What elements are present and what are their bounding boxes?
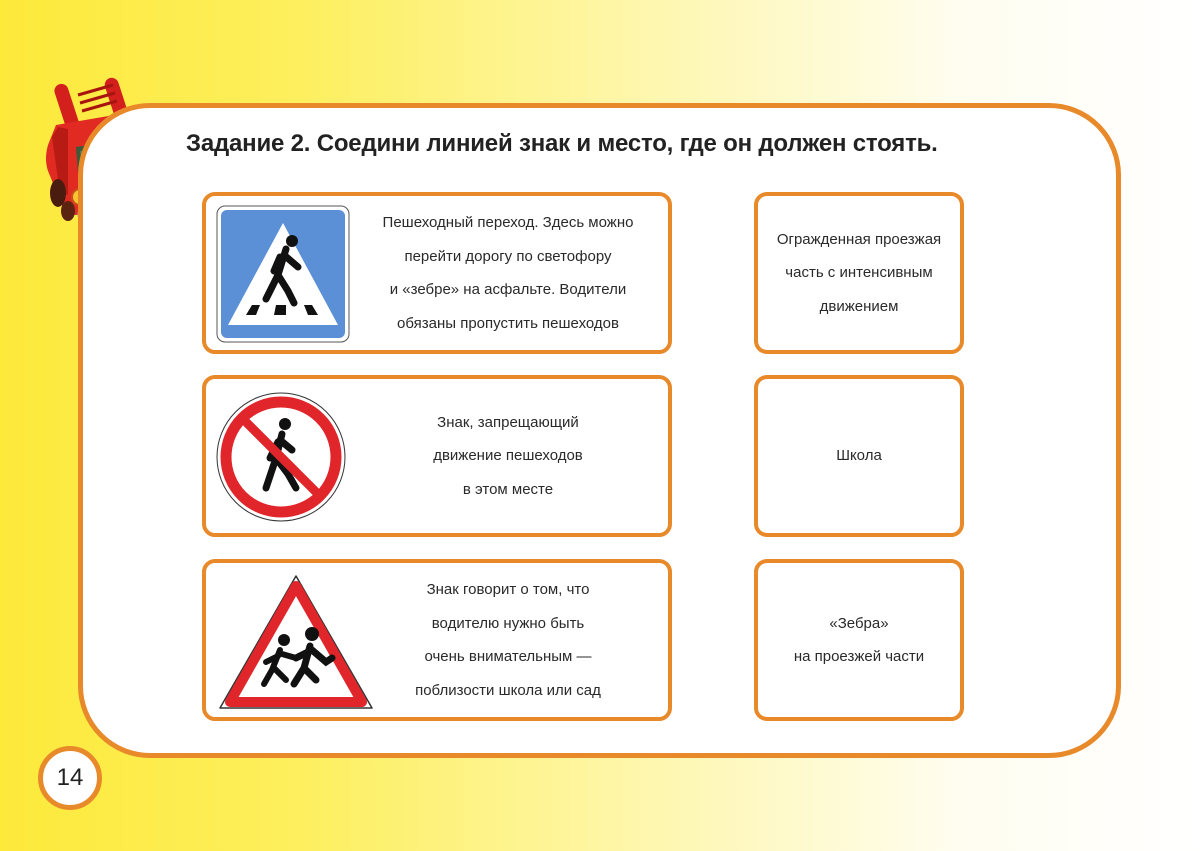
sign-description <box>356 563 660 717</box>
place-card-fenced-road[interactable] <box>754 192 964 354</box>
sign-description-line: в этом месте <box>462 480 554 498</box>
page-number-badge <box>38 746 102 810</box>
sign-description-line: обязаны пропустить пешеходов <box>397 314 619 332</box>
sign-description-line: очень внимательным — <box>424 648 592 665</box>
place-description-line: «Зебра» <box>829 614 889 632</box>
place-description-line: движением <box>819 297 899 315</box>
place-description <box>758 379 960 533</box>
sign-description-line: водителю нужно быть <box>431 614 585 632</box>
task-title: Задание 2. Соедини линией знак и место, где он должен стоять. <box>186 130 938 157</box>
sign-description-line: Знак, запрещающий <box>437 413 579 431</box>
sign-description-line: движение пешеходов <box>433 447 583 465</box>
sign-description-line: Пешеходный переход. Здесь можно <box>382 214 634 231</box>
sign-card-children-crossing[interactable] <box>202 559 672 721</box>
place-card-school[interactable] <box>754 375 964 537</box>
sign-description-line: Знак говорит о том, что <box>426 581 590 598</box>
pedestrian-crossing-sign-icon <box>216 205 350 343</box>
children-crossing-sign-icon <box>216 572 376 710</box>
place-description-line: Огражденная проезжая <box>776 230 942 248</box>
sign-card-pedestrian-crossing[interactable] <box>202 192 672 354</box>
place-description <box>758 196 960 350</box>
sign-description-line: поблизости школа или сад <box>415 681 601 699</box>
place-card-zebra-crossing[interactable] <box>754 559 964 721</box>
page-number: 14 <box>56 764 84 791</box>
sign-card-no-pedestrians[interactable] <box>202 375 672 537</box>
place-description-line: на проезжей части <box>793 648 925 665</box>
no-pedestrians-sign-icon <box>216 388 350 526</box>
sign-description <box>356 379 660 533</box>
sign-description-line: и «зебре» на асфальте. Водители <box>389 281 627 298</box>
place-description-line: часть с интенсивным <box>785 264 933 282</box>
place-description-line: Школа <box>836 447 882 465</box>
sign-description-line: перейти дорогу по светофору <box>404 247 612 265</box>
sign-description <box>356 196 660 350</box>
place-description <box>758 563 960 717</box>
